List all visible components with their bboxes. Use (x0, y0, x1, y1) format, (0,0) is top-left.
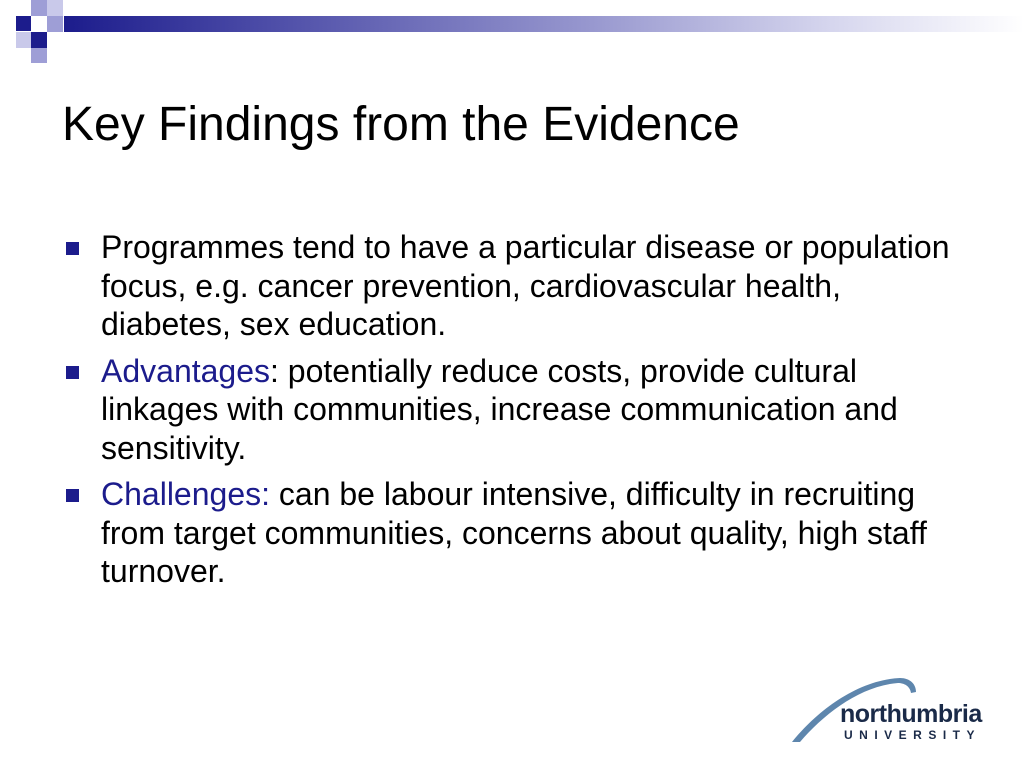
bullet-text: Programmes tend to have a particular disease or population focus, e.g. cancer prevention, cardiovascular health, diabetes, sex education. (101, 229, 950, 342)
header-square-2 (31, 0, 47, 16)
header-square-1 (16, 16, 31, 31)
square-bullet-icon (66, 242, 79, 255)
logo-wordmark: northumbria (840, 700, 982, 728)
header-square-7 (31, 48, 47, 63)
bullet-item (66, 228, 966, 344)
header-square-3 (47, 0, 63, 16)
square-bullet-icon (66, 489, 79, 502)
header-square-6 (31, 32, 47, 48)
bullet-list (66, 228, 966, 599)
northumbria-logo (788, 670, 998, 748)
header-square-4 (47, 16, 63, 32)
bullet-keyword: Challenges: (101, 476, 270, 512)
square-bullet-icon (66, 366, 79, 379)
bullet-item (66, 352, 966, 468)
slide-title: Key Findings from the Evidence (62, 98, 740, 151)
header-square-5 (16, 32, 31, 48)
bullet-item (66, 475, 966, 591)
logo-subtitle: UNIVERSITY (844, 728, 982, 742)
bullet-keyword: Advantages (101, 352, 271, 389)
header-gradient-bar (64, 16, 1024, 32)
bullet-text: can be labour intensive, difficulty in recruiting from target communities, concerns about quality, high staff turnover. (101, 476, 927, 589)
bullet-text: : potentially reduce costs, provide cultural linkages with communities, increase communication and sensitivity. (101, 352, 898, 466)
